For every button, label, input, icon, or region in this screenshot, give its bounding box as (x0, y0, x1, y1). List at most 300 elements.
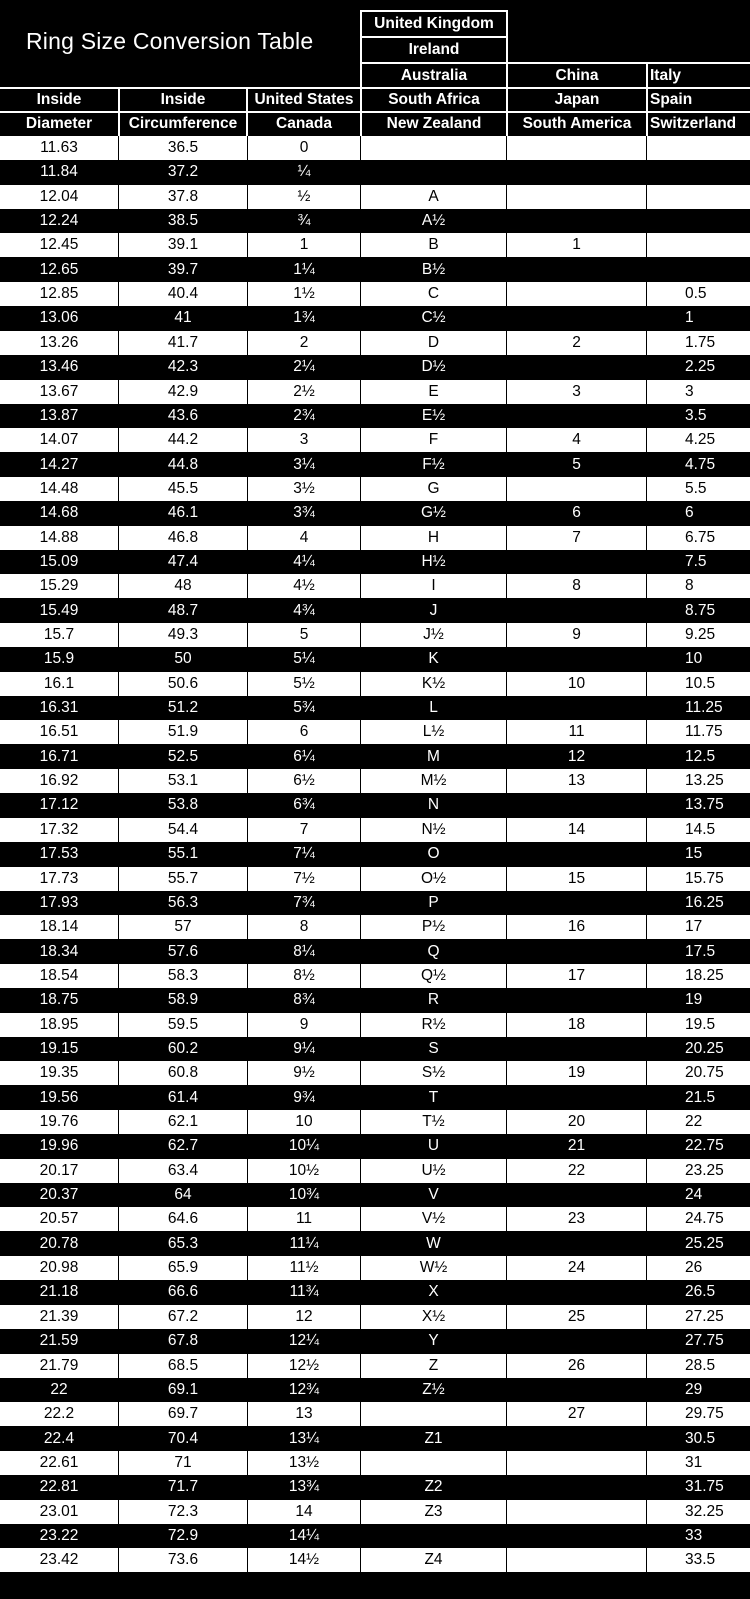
header-diameter: Diameter (25, 115, 93, 132)
cell-asia-size (507, 477, 646, 501)
table-row (0, 891, 750, 915)
cell-asia-size (507, 988, 646, 1012)
cell-us-canada: 7½ (293, 869, 315, 887)
cell-asia-size: 11 (568, 723, 585, 741)
column-divider (646, 1232, 647, 1256)
column-divider (360, 1402, 361, 1426)
cell-inside-diameter: 13.26 (39, 333, 79, 351)
table-row (0, 1548, 750, 1572)
header-new-zealand: New Zealand (386, 115, 482, 132)
column-divider (118, 1378, 119, 1402)
column-divider (360, 988, 361, 1012)
column-divider (247, 550, 248, 574)
column-divider (360, 1061, 361, 1085)
column-divider (247, 720, 248, 744)
cell-uk-au-size: X½ (421, 1307, 446, 1325)
cell-us-canada: 14 (295, 1502, 313, 1520)
cell-inside-circumference: 65.9 (167, 1259, 199, 1277)
cell-asia-size (507, 696, 646, 720)
cell-eu-size: 15 (685, 845, 703, 863)
column-divider (646, 1524, 647, 1548)
table-row (0, 380, 750, 404)
column-divider (646, 1329, 647, 1353)
column-divider (247, 1329, 248, 1353)
column-divider (506, 477, 507, 501)
table-row (0, 574, 750, 598)
column-divider (118, 1280, 119, 1304)
cell-asia-size: 20 (567, 1113, 586, 1130)
cell-inside-diameter: 20.37 (39, 1186, 79, 1204)
column-divider (360, 599, 361, 623)
column-divider (247, 745, 248, 769)
column-divider (118, 818, 119, 842)
column-divider (646, 1500, 647, 1524)
table-row (0, 1427, 750, 1451)
column-divider (118, 355, 119, 379)
cell-us-canada: 3¾ (293, 504, 315, 522)
cell-asia-size (507, 160, 646, 184)
column-divider (360, 282, 361, 306)
cell-inside-diameter: 12.85 (39, 285, 79, 303)
column-divider (360, 574, 361, 598)
header-united-states: United States (254, 91, 354, 108)
cell-eu-size (647, 136, 750, 160)
cell-inside-diameter: 19.15 (39, 1039, 79, 1057)
column-divider (646, 526, 647, 550)
column-divider (360, 185, 361, 209)
column-divider (506, 842, 507, 866)
column-divider (118, 1500, 119, 1524)
table-title: Ring Size Conversion Table (26, 28, 314, 54)
column-divider (646, 1256, 647, 1280)
cell-asia-size: 14 (567, 820, 586, 838)
cell-asia-size: 27 (567, 1405, 586, 1423)
column-divider (646, 915, 647, 939)
cell-us-canada: 9 (299, 1015, 309, 1033)
cell-us-canada: 3¼ (293, 455, 315, 473)
cell-inside-diameter: 18.34 (39, 942, 79, 960)
table-row (0, 1232, 750, 1256)
cell-asia-size (507, 1037, 646, 1061)
cell-uk-au-size: M (427, 747, 440, 765)
column-divider (118, 1232, 119, 1256)
header-uk: United Kingdom (374, 15, 494, 32)
column-divider (247, 769, 248, 793)
cell-asia-size (507, 355, 646, 379)
column-divider (118, 1134, 119, 1158)
column-divider (646, 647, 647, 671)
column-divider (646, 793, 647, 817)
column-divider (118, 1110, 119, 1134)
column-divider (646, 453, 647, 477)
cell-asia-size (507, 1329, 646, 1353)
column-divider (247, 1305, 248, 1329)
column-divider (506, 428, 507, 452)
cell-uk-au-size: H½ (421, 552, 446, 570)
column-divider (506, 306, 507, 330)
table-row (0, 769, 750, 793)
column-divider (646, 818, 647, 842)
cell-uk-au-size: Z3 (424, 1502, 443, 1520)
cell-inside-diameter: 23.22 (39, 1526, 79, 1544)
header-canada: Canada (276, 115, 332, 132)
cell-uk-au-size: M½ (420, 772, 447, 790)
table-row (0, 501, 750, 525)
cell-us-canada: 14½ (288, 1551, 320, 1569)
cell-inside-circumference: 57.6 (167, 942, 199, 960)
column-divider (360, 306, 361, 330)
cell-inside-diameter: 22.4 (43, 1429, 75, 1447)
column-divider (247, 331, 248, 355)
column-divider (118, 258, 119, 282)
cell-uk-au-size: K½ (421, 674, 446, 692)
cell-eu-size (647, 209, 750, 233)
column-divider (646, 550, 647, 574)
column-divider (360, 550, 361, 574)
column-divider (506, 793, 507, 817)
cell-uk-au-size (361, 1451, 506, 1475)
column-divider (247, 647, 248, 671)
cell-asia-size: 25 (567, 1307, 586, 1325)
column-divider (360, 501, 361, 525)
cell-inside-diameter: 15.49 (39, 601, 79, 619)
cell-asia-size (507, 599, 646, 623)
cell-asia-size: 5 (572, 455, 581, 473)
cell-asia-size: 6 (572, 504, 581, 522)
column-divider (646, 842, 647, 866)
cell-inside-diameter: 12.04 (39, 187, 79, 205)
column-divider (118, 404, 119, 428)
cell-inside-circumference: 45.5 (167, 479, 199, 497)
column-divider (360, 818, 361, 842)
column-divider (646, 988, 647, 1012)
cell-inside-diameter: 19.76 (39, 1113, 79, 1130)
cell-us-canada: 11½ (289, 1259, 319, 1277)
column-divider (247, 526, 248, 550)
header-ireland: Ireland (408, 41, 460, 58)
column-divider (506, 574, 507, 598)
cell-us-canada: ¾ (297, 212, 311, 230)
cell-us-canada: 4¾ (293, 601, 315, 619)
column-divider (247, 1183, 248, 1207)
cell-us-canada: 12¾ (288, 1380, 320, 1398)
cell-eu-size: 6 (685, 504, 694, 522)
cell-us-canada: 2¾ (293, 406, 315, 424)
column-divider (646, 769, 647, 793)
column-divider (646, 623, 647, 647)
table-row (0, 1134, 750, 1158)
table-row (0, 964, 750, 988)
cell-inside-diameter: 20.17 (39, 1161, 79, 1179)
cell-us-canada: 12¼ (288, 1332, 320, 1350)
cell-eu-size: 1 (685, 309, 694, 327)
column-divider (118, 1402, 119, 1426)
column-divider (506, 1378, 507, 1402)
column-divider (247, 1354, 248, 1378)
column-divider (118, 672, 119, 696)
cell-eu-size: 5.5 (685, 479, 707, 497)
column-divider (118, 550, 119, 574)
cell-inside-diameter: 17.12 (39, 796, 79, 814)
column-divider (247, 988, 248, 1012)
table-row (0, 428, 750, 452)
column-divider (506, 258, 507, 282)
column-divider (360, 1159, 361, 1183)
column-divider (118, 233, 119, 257)
column-divider (360, 793, 361, 817)
column-divider (247, 428, 248, 452)
column-divider (506, 1013, 507, 1037)
cell-inside-diameter: 18.14 (39, 918, 79, 936)
column-divider (118, 1061, 119, 1085)
cell-uk-au-size: K (428, 650, 439, 668)
cell-eu-size: 17.5 (685, 942, 716, 960)
cell-inside-circumference: 62.1 (167, 1113, 199, 1130)
cell-us-canada: 7¾ (293, 893, 315, 911)
cell-inside-diameter: 13.67 (39, 382, 79, 400)
column-divider (646, 1305, 647, 1329)
column-divider (360, 160, 361, 184)
cell-inside-diameter: 21.79 (39, 1356, 79, 1374)
table-row (0, 1183, 750, 1207)
table-row (0, 1451, 750, 1475)
cell-inside-circumference: 60.2 (167, 1039, 199, 1057)
cell-uk-au-size: G (427, 479, 440, 497)
cell-uk-au-size: Z4 (424, 1551, 443, 1569)
column-divider (506, 1451, 507, 1475)
column-divider (247, 1159, 248, 1183)
column-divider (118, 306, 119, 330)
cell-inside-circumference: 42.9 (167, 382, 199, 400)
cell-asia-size (507, 793, 646, 817)
column-divider (646, 1354, 647, 1378)
cell-inside-diameter: 22 (50, 1380, 68, 1398)
cell-inside-diameter: 11.63 (40, 139, 78, 156)
column-divider (360, 1305, 361, 1329)
column-divider (646, 1280, 647, 1304)
column-divider (506, 1354, 507, 1378)
table-row (0, 1013, 750, 1037)
cell-inside-diameter: 21.18 (39, 1283, 79, 1301)
cell-inside-circumference: 60.8 (167, 1064, 199, 1082)
column-divider (247, 185, 248, 209)
cell-inside-circumference: 41.7 (167, 333, 199, 351)
column-divider (118, 745, 119, 769)
column-divider (506, 1500, 507, 1524)
column-divider (247, 1475, 248, 1499)
cell-asia-size (507, 136, 646, 160)
column-divider (118, 1475, 119, 1499)
column-divider (247, 964, 248, 988)
column-divider (646, 1451, 647, 1475)
cell-eu-size: 30.5 (685, 1429, 716, 1447)
cell-inside-circumference: 50 (174, 650, 192, 668)
header-japan: Japan (554, 91, 600, 108)
cell-us-canada: 2 (299, 333, 309, 351)
table-row (0, 1378, 750, 1402)
cell-uk-au-size: B (428, 236, 439, 254)
table-row (0, 793, 750, 817)
table-row (0, 258, 750, 282)
cell-inside-circumference: 55.7 (167, 869, 199, 887)
cell-uk-au-size: Y (428, 1332, 439, 1350)
cell-inside-circumference: 58.3 (167, 966, 199, 984)
column-divider (360, 136, 361, 160)
cell-asia-size: 9 (572, 626, 581, 643)
column-divider (247, 1280, 248, 1304)
table-row (0, 842, 750, 866)
cell-us-canada: 9¾ (293, 1088, 315, 1106)
column-divider (360, 526, 361, 550)
cell-us-canada: 12½ (288, 1356, 320, 1374)
cell-us-canada: 13 (295, 1405, 313, 1423)
table-row (0, 1402, 750, 1426)
column-divider (118, 1524, 119, 1548)
column-divider (247, 1207, 248, 1231)
cell-asia-size: 21 (567, 1137, 586, 1155)
cell-inside-circumference: 64.6 (167, 1210, 199, 1228)
column-divider (506, 1232, 507, 1256)
cell-us-canada: 11 (295, 1210, 313, 1228)
table-row (0, 453, 750, 477)
cell-inside-circumference: 51.2 (167, 699, 199, 717)
cell-inside-circumference: 72.9 (167, 1526, 199, 1544)
cell-inside-circumference: 61.4 (167, 1088, 199, 1106)
column-divider (118, 915, 119, 939)
cell-eu-size: 25.25 (685, 1234, 724, 1252)
table-row (0, 160, 750, 184)
cell-inside-circumference: 69.7 (167, 1405, 199, 1423)
column-divider (360, 1280, 361, 1304)
column-divider (360, 355, 361, 379)
table-row (0, 1207, 750, 1231)
cell-us-canada: 6½ (293, 772, 315, 790)
cell-uk-au-size: Q (427, 942, 440, 960)
column-divider (360, 1110, 361, 1134)
cell-inside-circumference: 71.7 (167, 1478, 199, 1496)
column-divider (118, 1256, 119, 1280)
column-divider (118, 842, 119, 866)
cell-uk-au-size: L½ (422, 723, 445, 741)
cell-us-canada: 7¼ (293, 845, 315, 863)
header-china: China (555, 67, 599, 84)
table-row (0, 1354, 750, 1378)
column-divider (646, 1013, 647, 1037)
cell-inside-diameter: 15.29 (39, 577, 79, 595)
cell-eu-size: 22 (685, 1113, 703, 1130)
cell-asia-size: 24 (567, 1259, 586, 1277)
cell-inside-circumference: 65.3 (167, 1234, 199, 1252)
column-divider (506, 1329, 507, 1353)
cell-inside-diameter: 23.01 (39, 1502, 79, 1520)
table-row (0, 1475, 750, 1499)
column-divider (360, 1548, 361, 1572)
column-divider (506, 599, 507, 623)
column-divider (118, 1305, 119, 1329)
cell-asia-size (507, 1280, 646, 1304)
cell-us-canada: 6 (299, 723, 309, 741)
cell-eu-size: 26.5 (685, 1283, 716, 1301)
column-divider (247, 891, 248, 915)
cell-uk-au-size: D (427, 333, 440, 351)
column-divider (506, 1159, 507, 1183)
column-divider (118, 185, 119, 209)
cell-eu-size: 20.75 (685, 1064, 724, 1082)
cell-eu-size: 0.5 (685, 285, 707, 303)
cell-uk-au-size: I (431, 577, 436, 595)
column-divider (506, 380, 507, 404)
table-row (0, 477, 750, 501)
cell-eu-size: 10.5 (685, 674, 716, 692)
table-row (0, 1159, 750, 1183)
column-divider (118, 1013, 119, 1037)
cell-asia-size (507, 1427, 646, 1451)
cell-eu-size: 20.25 (685, 1039, 724, 1057)
cell-uk-au-size (361, 160, 506, 184)
column-divider (360, 1232, 361, 1256)
cell-us-canada: 11¾ (289, 1283, 319, 1301)
table-row (0, 1305, 750, 1329)
cell-uk-au-size: W (426, 1234, 441, 1252)
column-divider (506, 867, 507, 891)
cell-inside-circumference: 38.5 (167, 212, 199, 230)
cell-eu-size: 29.75 (685, 1405, 724, 1423)
cell-inside-diameter: 18.95 (39, 1015, 79, 1033)
column-divider (506, 209, 507, 233)
cell-eu-size: 4.25 (685, 431, 716, 449)
column-divider (360, 1183, 361, 1207)
cell-inside-circumference: 67.8 (167, 1332, 199, 1350)
cell-inside-diameter: 13.87 (39, 406, 79, 424)
column-divider (247, 380, 248, 404)
cell-inside-diameter: 19.56 (39, 1088, 79, 1106)
column-divider (506, 1207, 507, 1231)
cell-uk-au-size: S½ (421, 1064, 446, 1082)
column-divider (118, 453, 119, 477)
column-divider (646, 720, 647, 744)
cell-us-canada: 9¼ (293, 1039, 315, 1057)
cell-asia-size: 18 (567, 1015, 586, 1033)
cell-uk-au-size: T (428, 1088, 439, 1106)
cell-us-canada: 3 (299, 431, 309, 449)
table-row (0, 623, 750, 647)
cell-inside-circumference: 44.2 (167, 431, 199, 449)
cell-uk-au-size: R (427, 991, 440, 1009)
column-divider (118, 940, 119, 964)
cell-asia-size (507, 258, 646, 282)
cell-eu-size: 22.75 (685, 1137, 724, 1155)
cell-inside-diameter: 13.46 (39, 358, 79, 376)
cell-eu-size: 8 (685, 577, 694, 595)
cell-us-canada: 10¾ (288, 1186, 320, 1204)
column-divider (506, 1475, 507, 1499)
cell-inside-circumference: 63.4 (167, 1161, 199, 1179)
column-divider (646, 1402, 647, 1426)
cell-asia-size (507, 647, 646, 671)
cell-inside-circumference: 51.9 (167, 723, 199, 741)
cell-inside-circumference: 73.6 (167, 1551, 199, 1569)
table-row (0, 1329, 750, 1353)
cell-us-canada: 12 (295, 1307, 313, 1325)
table-row (0, 940, 750, 964)
column-divider (506, 964, 507, 988)
cell-inside-diameter: 22.61 (39, 1453, 79, 1471)
cell-inside-circumference: 46.8 (167, 528, 199, 546)
column-divider (247, 940, 248, 964)
column-divider (360, 404, 361, 428)
cell-inside-circumference: 37.2 (167, 163, 199, 181)
table-row (0, 209, 750, 233)
